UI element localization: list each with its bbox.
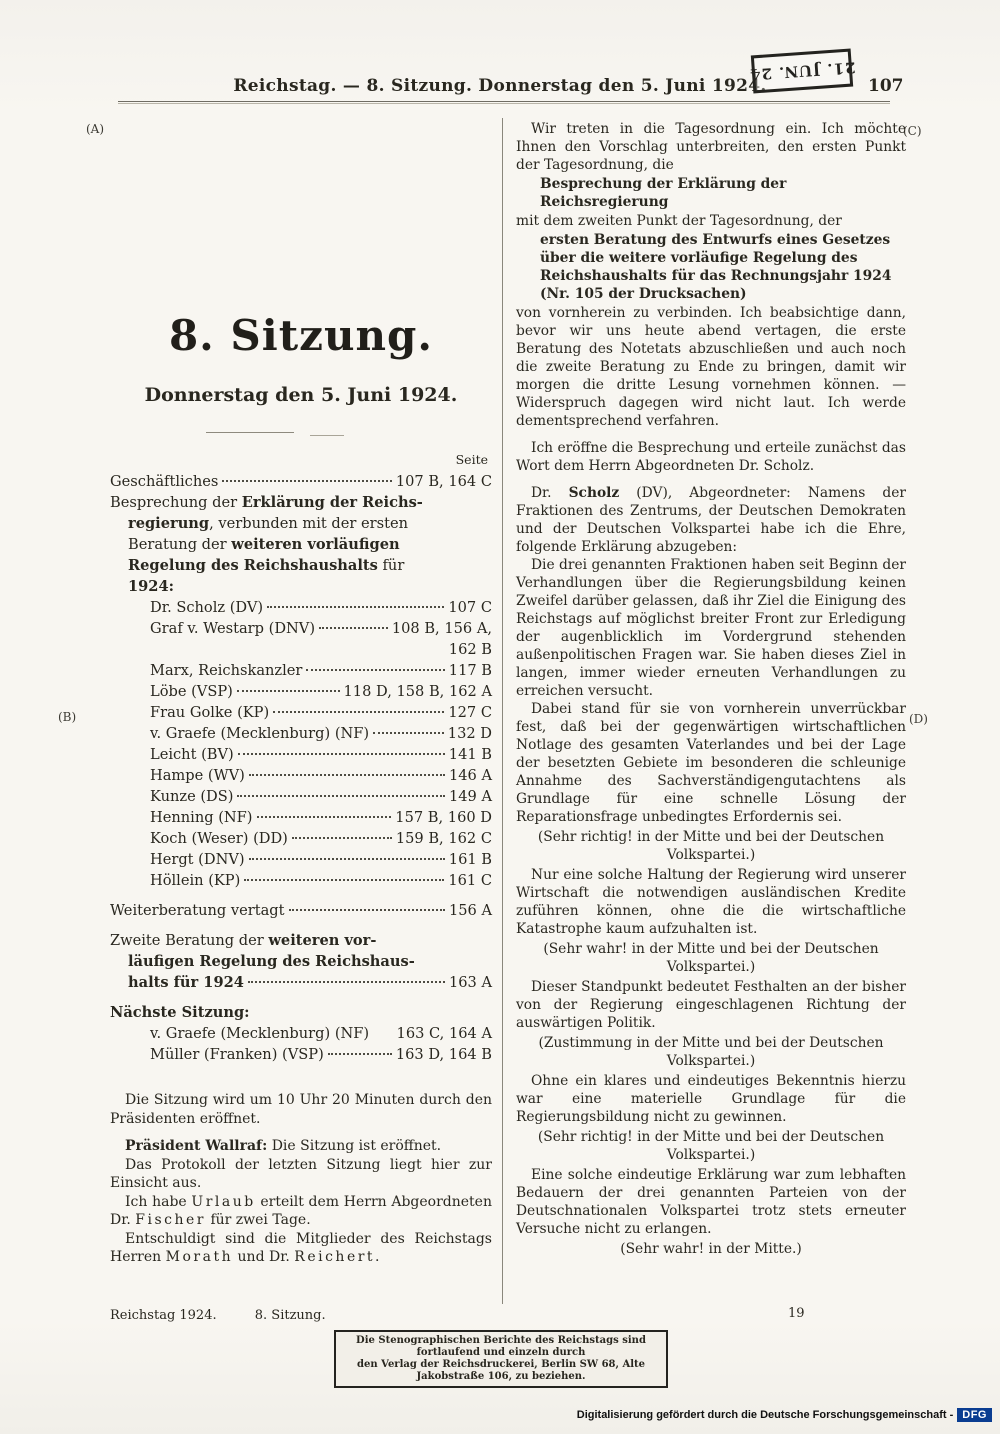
- toc-entry-label: [150, 870, 240, 891]
- paragraph: [516, 1072, 906, 1126]
- margin-marker-b: (B): [58, 710, 77, 724]
- text-segment: halts für 1924: [128, 974, 244, 991]
- toc-line: [110, 972, 492, 993]
- toc-entry-label: [150, 597, 263, 618]
- toc-multiline-entry: [110, 930, 492, 993]
- toc-entry-label: [110, 471, 218, 492]
- text-segment: Ohne ein klares und eindeutiges Bekenntnis hierzu war eine materielle Grundlage für die Regierungsbildung nicht zu gewinnen.: [516, 1073, 906, 1125]
- toc-line: [110, 555, 492, 576]
- toc-entry: [110, 765, 492, 786]
- margin-marker-c: (C): [903, 124, 922, 138]
- toc-entry-pages: 118 D, 158 B, 162 A: [343, 683, 492, 700]
- text-segment: Entschuldigt sind die Mitglieder des Reichstags Herren: [110, 1230, 492, 1265]
- toc-entry-label: [150, 765, 245, 786]
- text-segment: Ich eröffne die Besprechung und erteile zunächst das Wort dem Herrn Abgeordneten Dr. Scholz.: [516, 440, 906, 474]
- header-rule: [118, 101, 890, 104]
- toc-entry: [110, 900, 492, 921]
- paragraph: [110, 1156, 492, 1193]
- toc-entry-label: [128, 972, 244, 993]
- toc-entry: [110, 807, 492, 828]
- text-segment: erteilt dem Herrn Abgeordneten Dr.: [110, 1193, 492, 1228]
- credit-text: Digitalisierung gefördert durch die Deutsche Forschungsgemeinschaft -: [576, 1409, 954, 1421]
- toc-entry-label: [150, 849, 245, 870]
- toc-entry-pages: 146 A: [448, 767, 492, 784]
- text-segment: Dr.: [531, 485, 569, 501]
- paragraph: [516, 212, 906, 230]
- toc-entry-label: [150, 828, 288, 849]
- text-segment: ersten Beratung des Entwurfs eines Gesetzes über die weitere vorläufige Regelung des Reichshaushalts für das Rechnungsjahr 1924: [540, 232, 892, 284]
- interjection: [516, 1128, 906, 1164]
- toc-entry: [110, 723, 492, 744]
- toc-entry-pages-continuation: 162 B: [448, 641, 492, 658]
- text-segment: Die Sitzung ist eröffnet.: [267, 1138, 442, 1154]
- dot-leader: [257, 816, 392, 818]
- toc-entry-pages: 156 A: [448, 902, 492, 919]
- text-segment: (Sehr wahr! in der Mitte und bei der Deutschen Volkspartei.): [543, 941, 879, 975]
- toc-entry-label: [150, 1023, 369, 1044]
- paragraph: [110, 1230, 492, 1267]
- publisher-note-line-1: Die Stenographischen Berichte des Reichstags sind fortlaufend und einzeln durch: [356, 1335, 646, 1358]
- dot-leader: [249, 858, 445, 860]
- footer-session-label: 8. Sitzung.: [254, 1308, 326, 1323]
- text-segment: Urlaub: [191, 1193, 256, 1210]
- interjection: [516, 1240, 906, 1258]
- paragraph: [516, 120, 906, 174]
- text-segment: .: [375, 1249, 380, 1265]
- date-stamp-text: 21. JUN. 24: [748, 58, 856, 84]
- toc-entry-label: [150, 618, 315, 639]
- dot-leader: [249, 774, 445, 776]
- interjection: [516, 1034, 906, 1070]
- dot-leader: [319, 627, 388, 629]
- toc-entry: [110, 744, 492, 765]
- text-segment: Scholz: [568, 485, 620, 501]
- paragraph: [516, 484, 906, 556]
- digitization-credit: [577, 1408, 992, 1422]
- toc-entry-label: [150, 1044, 324, 1065]
- text-segment: (Nr. 105 der Drucksachen): [540, 286, 747, 302]
- publisher-note-line-2: den Verlag der Reichsdruckerei, Berlin SW 68, Alte Jakobstraße 106, zu beziehen.: [357, 1359, 645, 1382]
- toc-entry: [110, 702, 492, 723]
- text-segment: Dieser Standpunkt bedeutet Festhalten an der bisher von der Regierung eingeschlagenen Richtung der auswärtigen Politik.: [516, 979, 906, 1031]
- text-segment: Graf v. Westarp (DNV): [150, 620, 316, 637]
- toc-entry-label: [150, 681, 233, 702]
- text-segment: Henning (NF): [150, 809, 253, 826]
- dot-leader: [289, 909, 445, 911]
- paragraph: [110, 1193, 492, 1230]
- text-segment: Koch (Weser) (DD): [150, 830, 288, 847]
- toc-entry: [110, 870, 492, 891]
- toc-line: [110, 576, 492, 597]
- agenda-item-heading: [516, 175, 906, 211]
- session-subtitle: Donnerstag den 5. Juni 1924.: [144, 384, 458, 406]
- text-segment: Weiterberatung vertagt: [110, 902, 285, 919]
- text-segment: Erklärung der Reichs-: [241, 494, 423, 511]
- session-opening-text: [110, 1091, 492, 1267]
- text-segment: v. Graefe (Mecklenburg) (NF): [150, 725, 370, 742]
- text-segment: Hampe (WV): [150, 767, 245, 784]
- seite-column-label: Seite: [455, 452, 488, 467]
- column-page-number: 19: [788, 1306, 805, 1321]
- paragraph: [516, 556, 906, 700]
- text-segment: Ich habe: [125, 1193, 192, 1210]
- text-segment: Kunze (DS): [150, 788, 234, 805]
- text-segment: Marx, Reichskanzler: [150, 662, 303, 679]
- publisher-note-box: [334, 1330, 668, 1388]
- paragraph: [110, 1137, 492, 1156]
- text-segment: Besprechung der: [110, 494, 242, 511]
- dot-leader: [292, 837, 392, 839]
- text-segment: Dr. Scholz (DV): [150, 599, 264, 616]
- text-segment: für: [377, 557, 405, 574]
- text-segment: (Sehr wahr! in der Mitte.): [620, 1241, 802, 1257]
- text-segment: (DV), Abgeordneter: Namens der Fraktionen des Zentrums, der Deutschen Demokraten und der Deutschen Volkspartei habe ich die Ehre, folgende Erklärung abzugeben:: [516, 485, 906, 555]
- text-segment: Morath: [165, 1249, 234, 1265]
- dot-leader: [237, 795, 445, 797]
- toc-entry: [110, 1023, 492, 1044]
- text-segment: regierung: [128, 515, 210, 532]
- dot-leader: [267, 606, 444, 608]
- text-segment: , verbunden mit der ersten: [209, 515, 409, 532]
- dfg-logo: DFG: [957, 1408, 992, 1422]
- toc-entry: [110, 597, 492, 618]
- toc-entry-label: [150, 660, 302, 681]
- footer-volume-label: Reichstag 1924.: [110, 1308, 217, 1323]
- text-segment: 1924:: [128, 578, 175, 595]
- toc-entry-label: [150, 807, 253, 828]
- text-segment: Geschäftliches: [110, 473, 219, 490]
- toc-entry-pages: 127 C: [448, 704, 492, 721]
- footer-signature: [110, 1308, 326, 1323]
- paragraph: [516, 978, 906, 1032]
- left-column: [110, 118, 492, 1267]
- toc-entry-label: [150, 786, 233, 807]
- text-segment: v. Graefe (Mecklenburg) (NF): [150, 1025, 370, 1042]
- text-segment: Die drei genannten Fraktionen haben seit Beginn der Verhandlungen über die Regierungsbildung keinen Zweifel darüber gelassen, daß ihr Ziel die Einigung des Reichstags auf möglichst breiter Front zur Erledigung der augenblicklich im Vordergrund stehenden außenpolitischen Fragen war. Sie haben dieses Ziel in langen, immer wieder erneuten Verhandlungen zu erreichen versucht.: [516, 557, 906, 699]
- toc-entry: [110, 786, 492, 807]
- toc-entry: [110, 681, 492, 702]
- text-segment: Dabei stand für sie von vornherein unverrückbar fest, daß bei der gegenwärtigen wirtschaftlichen Notlage des gesamten Vaterlandes und bei der Lage der besetzten Gebiete im besonderen die schleunige Annahme des Sachverständigengutachtens als Grundlage für eine schnelle Lösung der Reparationsfrage unbedingtes Erfordernis sei.: [516, 701, 906, 825]
- text-segment: mit dem zweiten Punkt der Tagesordnung, der: [516, 213, 842, 229]
- toc-entry-pages: 161 C: [448, 872, 492, 889]
- toc-entry-label: [150, 702, 269, 723]
- text-segment: (Sehr richtig! in der Mitte und bei der Deutschen Volkspartei.): [537, 1129, 885, 1163]
- interjection: [516, 828, 906, 864]
- toc-entry-pages: 149 A: [448, 788, 492, 805]
- toc-entry: [110, 618, 492, 639]
- margin-marker-a: (A): [86, 122, 105, 136]
- toc-line: [110, 513, 492, 534]
- text-segment: Nächste Sitzung:: [110, 1004, 250, 1021]
- margin-marker-d: (D): [909, 712, 928, 726]
- text-segment: Löbe (VSP): [150, 683, 233, 700]
- text-segment: läufigen Regelung des Reichshaus-: [128, 953, 415, 970]
- toc-entry-pages: 132 D: [447, 725, 492, 742]
- text-segment: Das Protokoll der letzten Sitzung liegt hier zur Einsicht aus.: [110, 1156, 492, 1191]
- dot-leader: [222, 480, 391, 482]
- toc-line: [110, 492, 492, 513]
- text-segment: Präsident Wallraf:: [125, 1138, 268, 1154]
- dot-leader: [273, 711, 444, 713]
- toc-entry-pages: 107 C: [448, 599, 492, 616]
- text-segment: Eine solche eindeutige Erklärung war zum lebhaften Bedauern der drei genannten Parteien von der Deutschnationalen Volkspartei trotz stets erneuter Versuche nicht zu erlangen.: [516, 1167, 906, 1237]
- text-segment: (Zustimmung in der Mitte und bei der Deutschen Volkspartei.): [538, 1035, 884, 1069]
- text-segment: Beratung der: [128, 536, 232, 553]
- dot-leader: [306, 669, 444, 671]
- paragraph: [516, 700, 906, 826]
- toc-entry-pages: 107 B, 164 C: [395, 473, 492, 490]
- paragraph: [516, 866, 906, 938]
- dot-leader: [328, 1053, 392, 1055]
- toc-line: [110, 930, 492, 951]
- text-segment: Höllein (KP): [150, 872, 241, 889]
- toc-entry: [110, 828, 492, 849]
- toc-entry-label: [150, 723, 369, 744]
- toc-entry-pages: 117 B: [448, 662, 492, 679]
- paragraph: [516, 1166, 906, 1238]
- toc-line: [110, 534, 492, 555]
- ornament-divider: [206, 432, 294, 436]
- toc-entry-pages: 159 B, 162 C: [395, 830, 492, 847]
- text-segment: Hergt (DNV): [150, 851, 245, 868]
- toc-entry: [110, 849, 492, 870]
- toc-entry-pages: 108 B, 156 A,: [391, 620, 492, 637]
- toc-entry-label: [150, 744, 234, 765]
- toc-entry: [110, 660, 492, 681]
- text-segment: Wir treten in die Tagesordnung ein. Ich möchte Ihnen den Vorschlag unterbreiten, den ersten Punkt der Tagesordnung, die: [516, 121, 906, 173]
- toc-entry: [110, 1044, 492, 1065]
- dot-leader: [244, 879, 444, 881]
- text-segment: und Dr.: [233, 1249, 295, 1265]
- text-segment: (Sehr richtig! in der Mitte und bei der Deutschen Volkspartei.): [537, 829, 885, 863]
- page-number: 107: [868, 76, 904, 96]
- paragraph: [110, 1091, 492, 1128]
- column-divider: [502, 118, 503, 1304]
- toc-entry-pages: 163 D, 164 B: [395, 1046, 492, 1063]
- toc-multiline-entry: [110, 492, 492, 597]
- toc-entry-pages: 157 B, 160 D: [395, 809, 492, 826]
- agenda-item-heading: [516, 231, 906, 303]
- paragraph: [516, 439, 906, 475]
- toc-entry-label: [110, 900, 285, 921]
- dot-leader: [248, 981, 445, 983]
- toc-entry-pages: 163 C, 164 A: [396, 1025, 492, 1042]
- table-of-contents: [110, 471, 492, 1065]
- dot-leader: [237, 690, 340, 692]
- right-column: [516, 120, 906, 1260]
- text-segment: Regelung des Reichshaushalts: [128, 557, 378, 574]
- date-stamp: [748, 49, 856, 94]
- text-segment: Frau Golke (KP): [150, 704, 270, 721]
- text-segment: Nur eine solche Haltung der Regierung wird unserer Wirtschaft die notwendigen ausländischen Kredite zuführen können, ohne die die wirtschaftliche Katastrophe kaum aufzuhalten ist.: [516, 867, 906, 937]
- toc-entry-pages: 141 B: [448, 746, 492, 763]
- text-segment: Besprechung der Erklärung der Reichsregierung: [540, 176, 787, 210]
- text-segment: Die Sitzung wird um 10 Uhr 20 Minuten durch den Präsidenten eröffnet.: [110, 1092, 492, 1127]
- toc-entry: [110, 471, 492, 492]
- toc-heading: [110, 1002, 492, 1023]
- text-segment: weiteren vor-: [268, 932, 377, 949]
- text-segment: für zwei Tage.: [206, 1212, 311, 1228]
- text-segment: Fischer: [135, 1212, 206, 1228]
- interjection: [516, 940, 906, 976]
- session-title: 8. Sitzung.: [168, 311, 434, 360]
- text-segment: Leicht (BV): [150, 746, 234, 763]
- text-segment: weiteren vorläufigen: [231, 536, 400, 553]
- paragraph: [516, 304, 906, 430]
- text-segment: Reichert: [294, 1249, 376, 1265]
- text-segment: von vornherein zu verbinden. Ich beabsichtige dann, bevor wir uns heute abend vertagen, die erste Beratung des Notetats abzuschließen und auch noch die zweite Beratung zu Ende zu bringen, damit wir morgen die dritte Lesung vornehmen können. — Widerspruch dagegen wird nicht laut. Ich werde dementsprechend verfahren.: [516, 305, 906, 429]
- toc-line: [110, 951, 492, 972]
- text-segment: Zweite Beratung der: [110, 932, 269, 949]
- text-segment: Müller (Franken) (VSP): [150, 1046, 324, 1063]
- running-header: Reichstag. — 8. Sitzung. Donnerstag den 5. Juni 1924.: [233, 76, 767, 96]
- toc-entry-pages: 163 A: [448, 974, 492, 991]
- toc-entry-pages: 161 B: [448, 851, 492, 868]
- dot-leader: [238, 753, 445, 755]
- dot-leader: [373, 732, 444, 734]
